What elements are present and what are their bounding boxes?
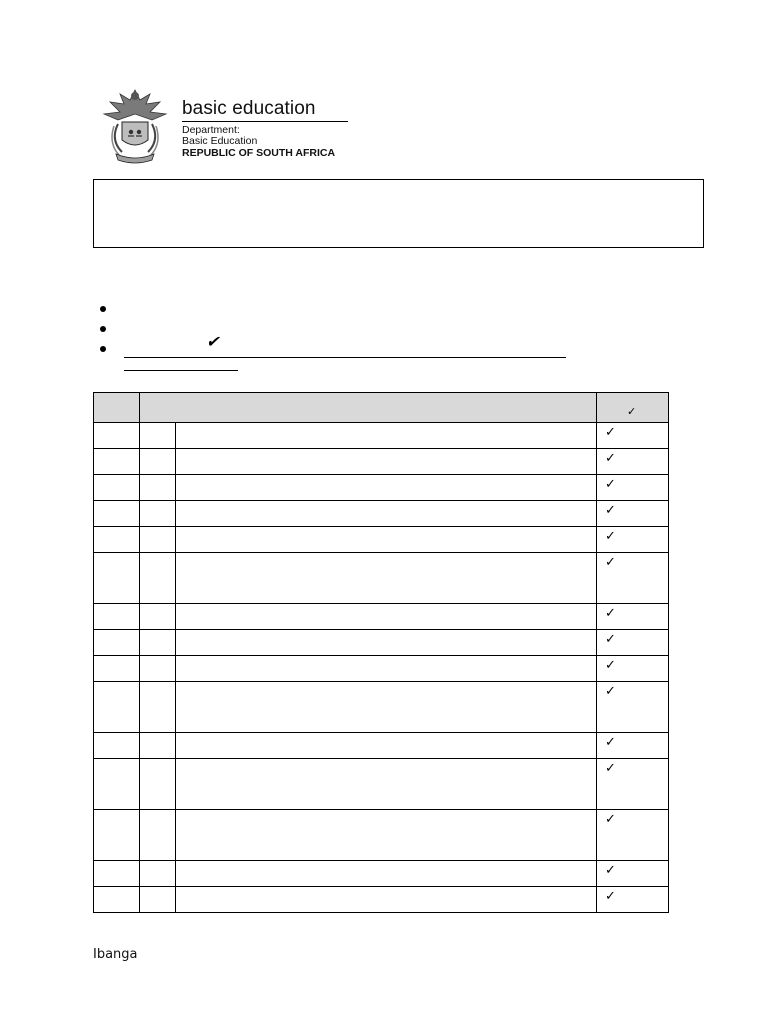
table-cell-sub (140, 475, 176, 500)
table-cell-mark (597, 604, 669, 629)
table-cell-sub (140, 527, 176, 552)
table-cell-mark (597, 887, 669, 912)
coat-of-arms-icon (100, 84, 170, 164)
table-cell-num (94, 527, 140, 552)
table-cell-mark (597, 733, 669, 758)
department-logo (100, 84, 360, 166)
table-cell-mark (597, 861, 669, 886)
table-cell-desc (176, 604, 597, 629)
table-cell-sub (140, 630, 176, 655)
department-name: Basic Education (182, 135, 258, 147)
table-cell-num (94, 553, 140, 603)
table-row (93, 527, 669, 553)
header-cell-description (140, 393, 597, 422)
tick-icon: ✓ (605, 528, 616, 543)
table-cell-desc (176, 423, 597, 448)
table-cell-desc (176, 682, 597, 732)
table-cell-desc (176, 553, 597, 603)
table-cell-mark (597, 810, 669, 860)
table-cell-sub (140, 604, 176, 629)
table-row (93, 604, 669, 630)
tick-icon: ✓ (605, 554, 616, 569)
table-row (93, 656, 669, 682)
table-cell-num (94, 630, 140, 655)
table-cell-desc (176, 656, 597, 681)
table-cell-sub (140, 501, 176, 526)
table-cell-num (94, 759, 140, 809)
table-cell-desc (176, 759, 597, 809)
table-cell-sub (140, 656, 176, 681)
table-row (93, 553, 669, 604)
table-row (93, 501, 669, 527)
bullet-3 (100, 346, 106, 352)
tick-icon: ✓ (605, 502, 616, 517)
table-cell-desc (176, 733, 597, 758)
table-cell-num (94, 810, 140, 860)
table-row (93, 733, 669, 759)
country-name: REPUBLIC OF SOUTH AFRICA (182, 147, 336, 159)
table-cell-desc (176, 501, 597, 526)
tick-icon: ✓ (605, 734, 616, 749)
table-cell-sub (140, 423, 176, 448)
table-cell-num (94, 501, 140, 526)
table-cell-num (94, 449, 140, 474)
table-cell-mark (597, 553, 669, 603)
table-cell-sub (140, 682, 176, 732)
table-cell-desc (176, 887, 597, 912)
underline-short (124, 370, 238, 371)
tick-symbol: ✔ (206, 334, 220, 351)
tick-icon: ✓ (605, 888, 616, 903)
header-tick-icon: ✓ (627, 406, 637, 418)
table-cell-mark (597, 501, 669, 526)
table-cell-mark (597, 759, 669, 809)
table-row (93, 810, 669, 861)
tick-icon: ✓ (605, 760, 616, 775)
header-cell-tick (597, 393, 669, 422)
table-cell-num (94, 887, 140, 912)
underline-long (124, 357, 566, 358)
brand-rule (182, 121, 348, 122)
table-row (93, 630, 669, 656)
table-cell-sub (140, 810, 176, 860)
table-cell-num (94, 682, 140, 732)
table-cell-mark (597, 630, 669, 655)
table-header-row (93, 392, 669, 423)
table-cell-desc (176, 630, 597, 655)
table-cell-mark (597, 423, 669, 448)
table-cell-sub (140, 861, 176, 886)
table-cell-sub (140, 733, 176, 758)
tick-icon: ✓ (605, 631, 616, 646)
table-cell-sub (140, 759, 176, 809)
table-cell-mark (597, 527, 669, 552)
tick-icon: ✓ (605, 605, 616, 620)
brand-title: basic education (182, 98, 316, 119)
table-cell-num (94, 733, 140, 758)
table-row (93, 449, 669, 475)
table-cell-desc (176, 449, 597, 474)
tick-icon: ✓ (605, 476, 616, 491)
table-cell-desc (176, 810, 597, 860)
tick-icon: ✓ (605, 862, 616, 877)
tick-icon: ✓ (605, 683, 616, 698)
brand-text (182, 98, 350, 159)
table-cell-desc (176, 475, 597, 500)
title-box (93, 179, 704, 248)
table-row (93, 423, 669, 449)
footer-text: Ibanga (93, 947, 138, 962)
table-cell-num (94, 861, 140, 886)
table-cell-sub (140, 553, 176, 603)
table-row (93, 759, 669, 810)
table-cell-num (94, 656, 140, 681)
table-cell-sub (140, 449, 176, 474)
table-cell-sub (140, 887, 176, 912)
table-row (93, 682, 669, 733)
table-cell-desc (176, 527, 597, 552)
table-cell-mark (597, 475, 669, 500)
tick-icon: ✓ (605, 657, 616, 672)
table-cell-mark (597, 656, 669, 681)
tick-icon: ✓ (605, 450, 616, 465)
table-cell-mark (597, 682, 669, 732)
bullet-2 (100, 326, 106, 332)
table-cell-num (94, 475, 140, 500)
table-row (93, 861, 669, 887)
table-row (93, 475, 669, 501)
table-cell-num (94, 423, 140, 448)
bullet-1 (100, 306, 106, 312)
table-cell-desc (176, 861, 597, 886)
department-label: Department: (182, 124, 240, 136)
table-row (93, 887, 669, 913)
tick-icon: ✓ (605, 811, 616, 826)
table-cell-mark (597, 449, 669, 474)
tick-icon: ✓ (605, 424, 616, 439)
header-cell-number (94, 393, 140, 422)
table-cell-num (94, 604, 140, 629)
